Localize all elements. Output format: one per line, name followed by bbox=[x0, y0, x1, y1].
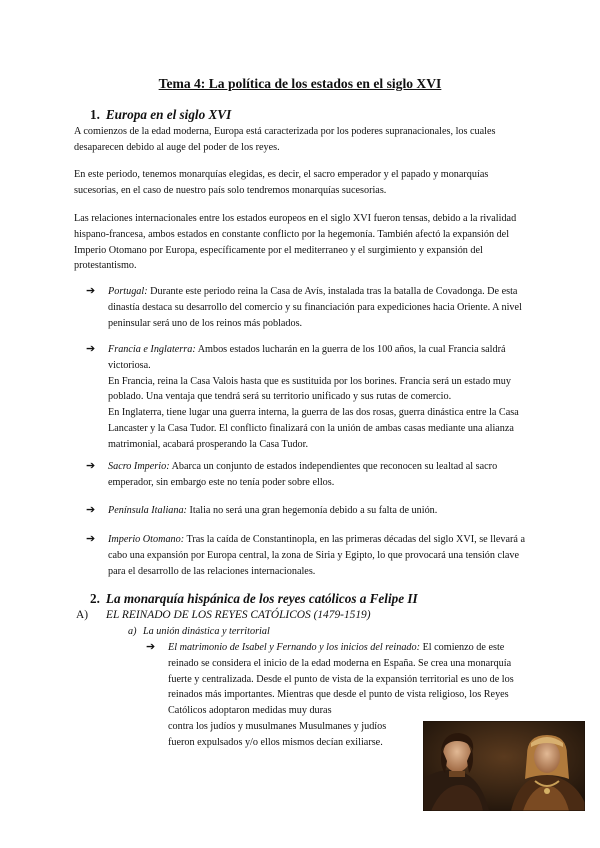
bullet-text: Tras la caída de Constantinopla, en las primeras décadas del siglo XVI, se llevará a cabo una expansión por Europa central, la zona de Siria y Egipto, lo que provocará una tensión clave para el desarrollo de las relaciones internacionales. bbox=[108, 534, 526, 577]
bullet-text: Durante este periodo reina la Casa de Avís, instalada tras la batalla de Covadonga. De esta dinastía destaca su desarrollo del comercio y su financiación para expediciones hacia Oriente. A nivel peninsular será uno de los reinos más poblados. bbox=[108, 286, 522, 329]
section-2-heading bbox=[92, 591, 418, 607]
subsubsection-a-title: La unión dinástica y territorial bbox=[143, 626, 270, 637]
bullet-imperio-otomano bbox=[108, 532, 526, 579]
section-1-title: Europa en el siglo XVI bbox=[105, 107, 232, 122]
item-label: El matrimonio de Isabel y Fernando y los inicios del reinado: bbox=[168, 642, 421, 653]
arrow-bullet-icon: ➔ bbox=[86, 460, 96, 472]
section-1-number: 1. bbox=[90, 107, 100, 122]
subsection-a-label: A) bbox=[76, 609, 89, 621]
bullet-text: Ambos estados lucharán en la guerra de los 100 años, la cual Francia saldrá victoriosa. bbox=[108, 344, 506, 371]
item-matrimonio bbox=[168, 640, 520, 719]
subsubsection-a-label: a) bbox=[128, 626, 137, 637]
item-matrimonio-continued: contra los judíos y musulmanes Musulmanes y judíos fueron expulsados y/o ellos mismos decían exiliarse. bbox=[168, 721, 387, 748]
arrow-bullet-icon: ➔ bbox=[146, 641, 156, 653]
arrow-bullet-icon: ➔ bbox=[86, 343, 96, 355]
bullet-francia-inglaterra bbox=[108, 342, 526, 453]
bullet-label: Sacro Imperio: bbox=[108, 461, 170, 472]
bullet-peninsula-italiana bbox=[108, 503, 526, 519]
bullet-portugal bbox=[108, 284, 526, 331]
arrow-bullet-icon: ➔ bbox=[86, 533, 96, 545]
paragraph-3: Las relaciones internacionales entre los estados europeos en el siglo XVI fueron tensas, debido a la rivalidad hispano-francesa, ambos estados en constante conflicto por la hegemonía. También afectó la expansión del Imperio Otomano por Europa, específicamente por el mediterraneo y el surgimiento y expansión del protestantismo. bbox=[74, 213, 517, 272]
subsubsection-a-heading bbox=[128, 626, 270, 637]
arrow-bullet-icon: ➔ bbox=[86, 285, 96, 297]
bullet-text: Italia no será una gran hegemonía debido a su falta de unión. bbox=[186, 505, 438, 516]
bullet-label: Francia e Inglaterra: bbox=[108, 344, 196, 355]
subsection-a-title: EL REINADO DE LOS REYES CATÓLICOS (1479-1519) bbox=[106, 609, 371, 621]
item-text: El comienzo de este reinado se considera el inicio de la edad moderna en España. Se crea una monarquía fuerte y centralizada. Desde el punto de vista de la expansión territorial es uno de los reinados más importantes. Mientras que desde el punto de vista religioso, los Reyes Católicos adoptaron medidas muy duras bbox=[168, 642, 514, 717]
page-title: Tema 4: La política de los estados en el siglo XVI bbox=[158, 76, 442, 91]
bullet-text: Abarca un conjunto de estados independientes que reconocen su lealtad al sacro emperador, sin embargo este no tenía poder sobre ellos. bbox=[108, 461, 498, 488]
paragraph-1: A comienzos de la edad moderna, Europa está caracterizada por los poderes supranacionales, los cuales desaparecen debido al auge del poder de los reyes. bbox=[74, 126, 496, 153]
bullet-label: Portugal: bbox=[108, 286, 148, 297]
reyes-catolicos-portrait-image bbox=[423, 721, 585, 811]
section-1-heading bbox=[92, 107, 231, 123]
bullet-label: Península Italiana: bbox=[108, 505, 187, 516]
section-2-number: 2. bbox=[90, 591, 100, 606]
subsection-a-heading bbox=[76, 609, 371, 621]
bullet-extra-inglaterra: En Inglaterra, tiene lugar una guerra interna, la guerra de las dos rosas, guerra dinástica entre la Casa Lancaster y la Casa Tudor. El conflicto finalizará con la unión de ambas casas mediante una alianza matrimonial, acabará prosperando la Casa Tudor. bbox=[108, 407, 519, 450]
paragraph-2: En este periodo, tenemos monarquías elegidas, es decir, el sacro emperador y el papado y monarquías sucesorias, en el caso de nuestro país solo tendremos monarquías sucesorias. bbox=[74, 169, 489, 196]
bullet-sacro-imperio bbox=[108, 459, 526, 491]
arrow-bullet-icon: ➔ bbox=[86, 504, 96, 516]
bullet-extra-francia: En Francia, reina la Casa Valois hasta que es sustituida por los borines. Francia será un estado muy poblado. Una ventaja que tendrá será su territorio unificado y sus rutas de comercio. bbox=[108, 375, 511, 403]
section-2-title: La monarquía hispánica de los reyes católicos a Felipe II bbox=[105, 591, 418, 606]
bullet-label: Imperio Otomano: bbox=[108, 534, 185, 545]
